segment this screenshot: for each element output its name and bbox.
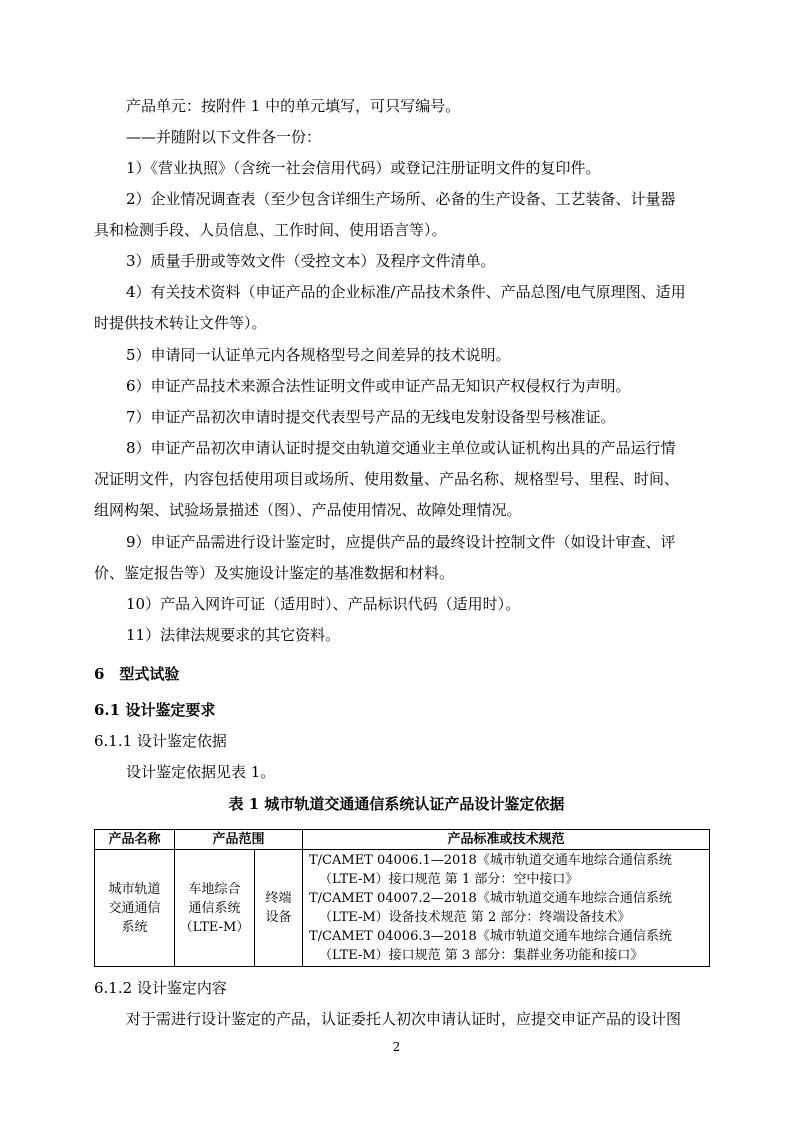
header-standard: 产品标准或技术规范 bbox=[303, 830, 710, 850]
cell-scope-system: 车地综合 通信系统 （LTE-M） bbox=[175, 850, 255, 967]
list-item: 1）《营业执照》（含统一社会信用代码）或登记注册证明文件的复印件。 bbox=[126, 159, 601, 177]
paragraph: 产品单元：按附件 1 中的单元填写，可只写编号。 bbox=[126, 97, 461, 115]
subsection-heading: 6.1 设计鉴定要求 bbox=[94, 701, 216, 719]
page-number: 2 bbox=[392, 1040, 401, 1054]
list-item: 7）申证产品初次申请时提交代表型号产品的无线电发射设备型号核准证。 bbox=[126, 408, 616, 426]
header-product-scope: 产品范围 bbox=[175, 830, 303, 850]
list-item: 5）申请同一认证单元内各规格型号之间差异的技术说明。 bbox=[126, 346, 511, 364]
paragraph: 设计鉴定依据见表 1。 bbox=[126, 763, 276, 781]
list-item-continuation: 时提供技术转让文件等）。 bbox=[94, 314, 267, 332]
subsubsection-heading: 6.1.2 设计鉴定内容 bbox=[94, 979, 227, 997]
cell-product-name: 城市轨道 交通通信 系统 bbox=[95, 850, 175, 967]
list-item-continuation: 具和检测手段、人员信息、工作时间、使用语言等）。 bbox=[94, 221, 447, 239]
list-item: 8）申证产品初次申请认证时提交由轨道交通业主单位或认证机构出具的产品运行情 bbox=[126, 439, 676, 457]
list-item: 9）申证产品需进行设计鉴定时，应提供产品的最终设计控制文件（如设计审查、评 bbox=[126, 533, 676, 551]
cell-standards: T/CAMET 04006.1—2018《城市轨道交通车地综合通信系统 （LTE-M）接口规范 第 1 部分：空中接口》 T/CAMET 04007.2—2018《城市轨道交通车地综合通信系统 （LTE-M）设备技术规范 第 2 部分：终端设备技术》 T/CAMET 04006.3—2018《城市轨道交通车地综合通信系统 （LTE-M）接口规范 第 3 部分：集群业务功能和接口》 bbox=[303, 850, 710, 967]
list-item: 11）法律法规要求的其它资料。 bbox=[126, 626, 341, 644]
list-item: 10）产品入网许可证（适用时）、产品标识代码（适用时）。 bbox=[126, 595, 521, 613]
list-item: 3）质量手册或等效文件（受控文本）及程序文件清单。 bbox=[126, 252, 496, 270]
list-item: 2）企业情况调查表（至少包含详细生产场所、必备的生产设备、工艺装备、计量器 bbox=[126, 190, 676, 208]
cell-scope-terminal: 终端 设备 bbox=[255, 850, 303, 967]
section-heading: 6 型式试验 bbox=[94, 665, 180, 683]
list-item: 4）有关技术资料（申证产品的企业标准/产品技术条件、产品总图/电气原理图、适用 bbox=[126, 283, 686, 301]
paragraph: ——并随附以下文件各一份： bbox=[126, 128, 322, 146]
standards-table bbox=[94, 829, 710, 967]
list-item: 6）申证产品技术来源合法性证明文件或申证产品无知识产权侵权行为声明。 bbox=[126, 377, 631, 395]
header-product-name: 产品名称 bbox=[95, 830, 175, 850]
subsubsection-heading: 6.1.1 设计鉴定依据 bbox=[94, 732, 227, 750]
list-item-continuation: 组网构架、试验场景描述（图）、产品使用情况、故障处理情况。 bbox=[94, 501, 522, 519]
list-item-continuation: 价、鉴定报告等）及实施设计鉴定的基准数据和材料。 bbox=[94, 564, 455, 582]
table-title: 表 1 城市轨道交通通信系统认证产品设计鉴定依据 bbox=[228, 795, 565, 813]
paragraph: 对于需进行设计鉴定的产品，认证委托人初次申请认证时，应提交申证产品的设计图 bbox=[126, 1010, 682, 1028]
list-item-continuation: 况证明文件，内容包括使用项目或场所、使用数量、产品名称、规格型号、里程、时间、 bbox=[94, 470, 680, 488]
